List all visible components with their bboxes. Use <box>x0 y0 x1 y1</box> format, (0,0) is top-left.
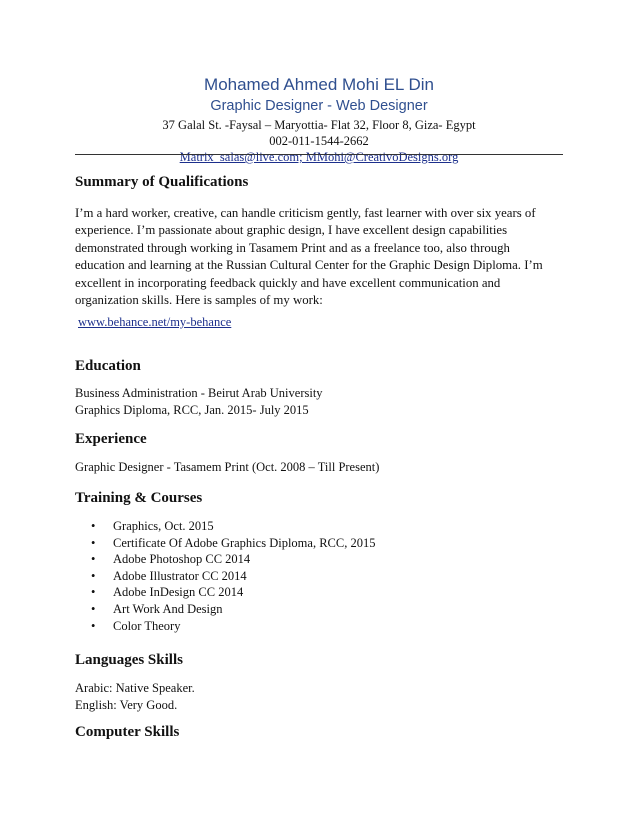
bullet-icon: • <box>91 585 96 600</box>
candidate-name: Mohamed Ahmed Mohi EL Din <box>204 75 434 94</box>
education-item: Graphics Diploma, RCC, Jan. 2015- July 2015 <box>75 402 309 417</box>
training-heading: Training & Courses <box>75 490 203 506</box>
header-divider <box>75 154 563 155</box>
phone: 002-011-1544-2662 <box>269 134 369 148</box>
list-item <box>91 551 375 568</box>
computer-skills-heading: Computer Skills <box>75 724 180 740</box>
language-item: Arabic: Native Speaker. <box>75 681 195 695</box>
bullet-icon: • <box>91 601 96 616</box>
education-heading: Education <box>75 358 141 374</box>
summary-text: I’m a hard worker, creative, can handle criticism gently, fast learner with over six years of experience. I’m passionate about graphic design, I have excellent design capabilities demonstrated through working in Tasamem Print and as a freelance too, also through education and learning at the Russian Cultural Center for the Graphic Design Diploma. I’m excellent in incorporating feedback quickly and have excellent communication and organization skills. Here is samples of my work: <box>75 206 543 308</box>
languages-heading: Languages Skills <box>75 652 183 668</box>
list-item <box>91 568 375 585</box>
resume-header <box>75 74 563 165</box>
list-item <box>91 518 375 535</box>
training-item: Color Theory <box>113 618 181 633</box>
bullet-icon: • <box>91 618 96 633</box>
email-line <box>75 149 563 165</box>
list-item <box>91 535 375 552</box>
list-item <box>91 601 375 618</box>
summary-heading: Summary of Qualifications <box>75 174 249 190</box>
bullet-icon: • <box>91 552 96 567</box>
training-item: Graphics, Oct. 2015 <box>113 519 214 533</box>
experience-item: Graphic Designer - Tasamem Print (Oct. 2008 – Till Present) <box>75 460 380 474</box>
bullet-icon: • <box>91 535 96 550</box>
candidate-title: Graphic Designer - Web Designer <box>210 98 428 114</box>
training-item: Art Work And Design <box>113 601 223 616</box>
experience-list <box>75 459 379 476</box>
training-list <box>91 518 375 634</box>
training-item: Adobe InDesign CC 2014 <box>113 585 244 600</box>
education-list <box>75 385 323 418</box>
training-item: Adobe Illustrator CC 2014 <box>113 568 247 583</box>
training-item: Certificate Of Adobe Graphics Diploma, RCC, 2015 <box>113 535 376 550</box>
education-item: Business Administration - Beirut Arab University <box>75 386 323 400</box>
list-item <box>91 584 375 601</box>
bullet-icon: • <box>91 519 96 533</box>
languages-list <box>75 680 195 713</box>
experience-heading: Experience <box>75 431 147 447</box>
language-item: English: Very Good. <box>75 697 178 712</box>
list-item <box>91 618 375 635</box>
address: 37 Galal St. -Faysal – Maryottia- Flat 32, Floor 8, Giza- Egypt <box>162 118 476 132</box>
bullet-icon: • <box>91 568 96 583</box>
training-item: Adobe Photoshop CC 2014 <box>113 552 251 567</box>
email-links[interactable]: Matrix_salas@live.com; MMohi@CreativoDesigns.org <box>179 150 459 164</box>
portfolio-link[interactable]: www.behance.net/my-behance <box>78 315 232 329</box>
